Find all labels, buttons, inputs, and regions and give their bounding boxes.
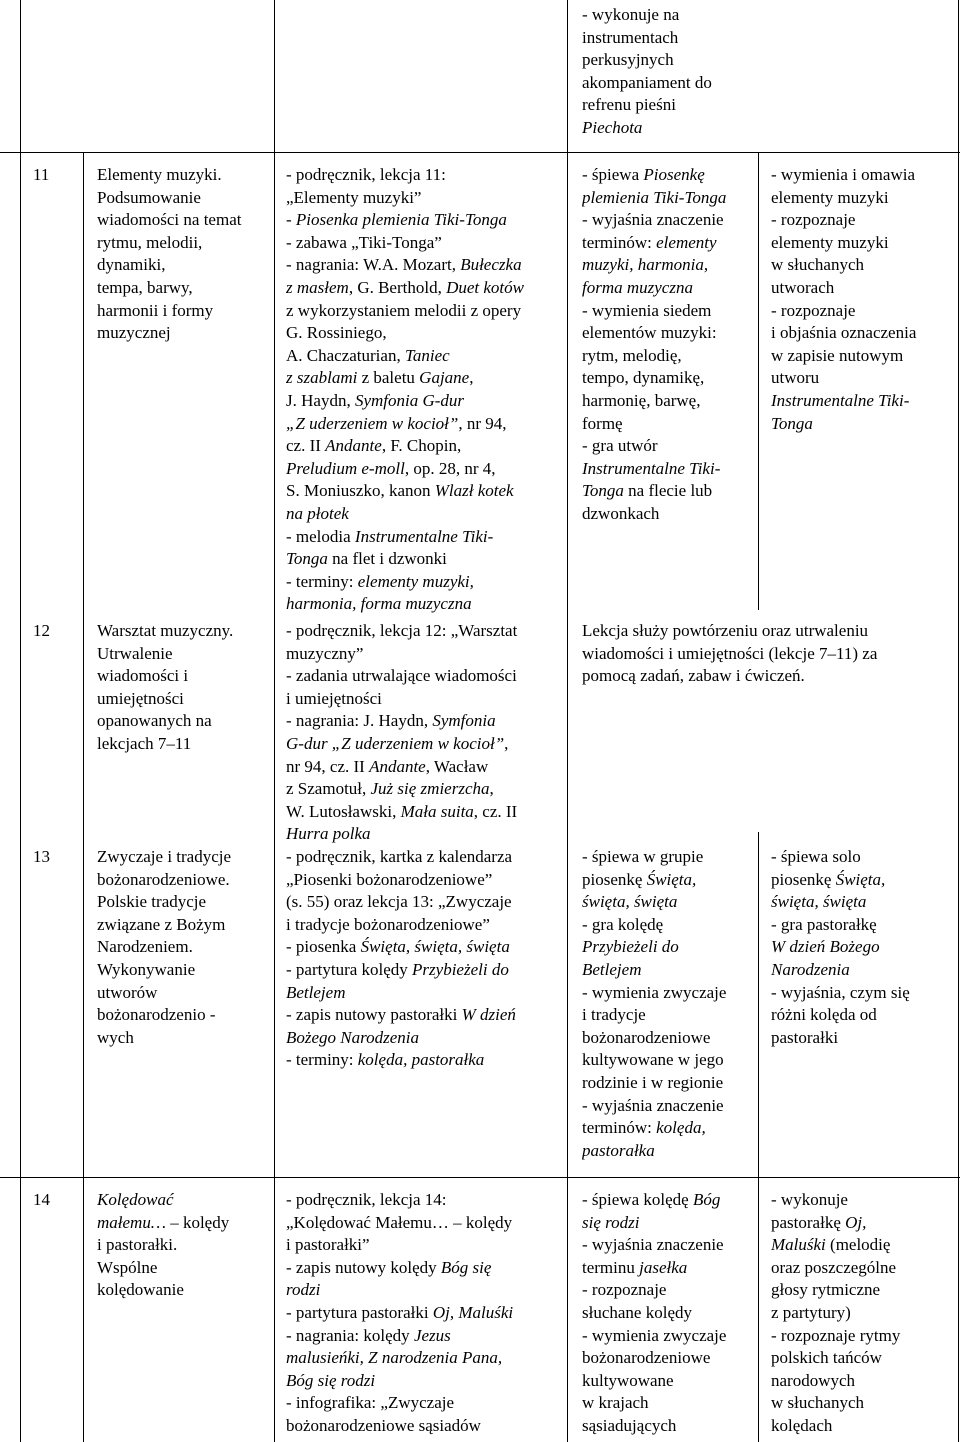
text-line: akompaniament do [582,72,712,92]
grid-line-left [20,0,21,1442]
text-line: elementy muzyki [771,232,889,252]
text-line: małemu… – kolędy [97,1212,230,1232]
text-line: utworów [97,982,158,1002]
text-line: wiadomości na temat [97,210,242,230]
text-line: lekcjach 7–11 [97,733,192,753]
text-line: „Kolędować Małemu… – kolędy [286,1212,513,1232]
text-line: G. Rossiniego, [286,323,387,343]
text-line: tempo, dynamikę, [582,368,705,388]
text-line: bożonarodzeniowe sąsiadów [286,1415,481,1435]
lesson-14-materials [286,1189,566,1438]
text-line: z szablami z baletu Gajane, [286,368,474,388]
text-line: pastorałki [771,1027,839,1047]
text-line: kultywowane w jego [582,1050,724,1070]
grid-line-col3 [274,0,275,1442]
text-line: - podręcznik, lekcja 12: „Warsztat [286,621,518,640]
text-line: rytmu, melodii, [97,232,203,252]
text-line: umiejętności [97,688,184,708]
text-line: wiadomości i umiejętności (lekcje 7–11) za [582,643,878,663]
text-line: cz. II Andante, F. Chopin, [286,436,462,456]
text-line: Preludium e-moll, op. 28, nr 4, [286,458,496,478]
grid-line-col5 [758,152,759,610]
lesson-14-basic-requirements [582,1189,757,1438]
text-line: - śpiewa solo [771,847,861,866]
text-line: - nagrania: J. Haydn, Symfonia [286,711,496,731]
text-line: - podręcznik, lekcja 14: [286,1190,447,1209]
text-line: - wykonuje [771,1190,848,1209]
text-line: terminów: elementy [582,232,717,252]
text-line: różni kolęda od [771,1005,877,1025]
text-line: opanowanych na [97,711,212,731]
text-line: - wyjaśnia znaczenie [582,1095,724,1115]
text-line: - podręcznik, lekcja 11: [286,165,446,184]
text-line: - terminy: elementy muzyki, [286,571,474,591]
text-line: bożonarodzeniowe [582,1348,711,1368]
text-line: terminu jasełka [582,1257,688,1277]
text-line: święta, święta [771,892,867,912]
text-line: „Elementy muzyki” [286,187,422,207]
text-line: - nagrania: W.A. Mozart, Bułeczka [286,255,522,275]
text-line: plemienia Tiki-Tonga [582,187,727,207]
text-line: W. Lutosławski, Mała suita, cz. II [286,801,518,821]
text-line: polskich tańców [771,1348,882,1368]
text-line: muzyki, harmonia, [582,255,709,275]
text-line: elementów muzyki: [582,323,717,343]
lesson-12-topic [97,620,273,756]
text-line: - zapis nutowy pastorałki W dzień [286,1005,516,1025]
text-line: - wyjaśnia znaczenie [582,210,724,230]
text-line: - nagrania: kolędy Jezus [286,1325,451,1345]
text-line: nr 94, cz. II Andante, Wacław [286,756,489,776]
lesson-14-number: 14 [33,1190,50,1209]
text-line: związane z Bożym [97,914,226,934]
text-line: Tonga na flet i dzwonki [286,549,447,569]
text-line: na płotek [286,503,349,523]
text-line: Przybieżeli do [582,937,679,957]
text-line: J. Haydn, Symfonia G-dur [286,390,465,410]
text-line: S. Moniuszko, kanon Wlazł kotek [286,481,514,501]
text-line: wych [97,1027,134,1047]
text-line: święta, święta [582,892,678,912]
text-line: perkusyjnych [582,50,674,70]
text-line: i pastorałki. [97,1235,178,1255]
lesson-13-topic [97,846,273,1049]
text-line: formę [582,413,623,433]
text-line: Tonga [771,413,813,433]
text-line: pastorałkę Oj, [771,1212,867,1232]
text-line: utworach [771,277,835,297]
row-separator-2 [0,1177,960,1178]
text-line: harmonia, forma muzyczna [286,594,472,614]
text-line: rodzi [286,1280,321,1300]
text-line: - zabawa „Tiki-Tonga” [286,232,442,252]
text-line: - rozpoznaje rytmy [771,1325,901,1345]
text-line: wiadomości i [97,666,189,686]
text-line: (s. 55) oraz lekcja 13: „Zwyczaje [286,892,512,912]
text-line: Instrumentalne Tiki- [582,458,721,478]
text-line: - partytura pastorałki Oj, Maluśki [286,1302,514,1322]
text-line: - podręcznik, kartka z kalendarza [286,847,513,866]
text-line: - rozpoznaje [582,1280,667,1300]
text-line: malusieńki, Z narodzenia Pana, [286,1348,503,1368]
text-line: narodowych [771,1370,856,1390]
text-line: - rozpoznaje [771,210,856,230]
text-line: oraz poszczególne [771,1257,897,1277]
text-line: bożonarodzenio - [97,1005,216,1025]
text-line: Elementy muzyki. [97,165,222,184]
lesson-11-topic [97,164,273,345]
text-line: - melodia Instrumentalne Tiki- [286,526,494,546]
text-line: - wykonuje na [582,5,680,24]
text-line: - partytura kolędy Przybieżeli do [286,959,509,979]
text-line: kultywowane [582,1370,674,1390]
text-line: - piosenka Święta, święta, święta [286,937,510,957]
text-line: - wyjaśnia znaczenie [582,1235,724,1255]
text-line: tempa, barwy, [97,277,193,297]
text-line: - zapis nutowy kolędy Bóg się [286,1257,492,1277]
grid-line-col5b [758,832,759,1442]
text-line: Podsumowanie [97,187,201,207]
lesson-13-number: 13 [33,847,50,866]
text-line: - terminy: kolęda, pastorałka [286,1050,485,1070]
prev-row-basic-cell [582,4,754,140]
text-line: G-dur „Z uderzeniem w kocioł”, [286,733,509,753]
text-line: kolędach [771,1415,833,1435]
text-line: - gra utwór [582,436,658,456]
text-line: Wykonywanie [97,959,196,979]
lesson-11-extended-requirements [771,164,957,435]
text-line: się rodzi [582,1212,640,1232]
text-line: pastorałka [582,1140,655,1160]
row-separator-1 [0,152,960,153]
text-line: - wymienia zwyczaje [582,982,727,1002]
text-line: Betlejem [582,959,642,979]
text-line: terminów: kolęda, [582,1118,706,1138]
text-line: - śpiewa Piosenkę [582,165,705,184]
text-line: Betlejem [286,982,346,1002]
text-line: głosy rytmiczne [771,1280,881,1300]
text-line: instrumentach [582,27,679,47]
text-line: i tradycje [582,1005,646,1025]
text-line: Bożego Narodzenia [286,1027,420,1047]
text-line: - rozpoznaje [771,300,856,320]
text-line: sąsiadujących [582,1415,677,1435]
text-line: Wspólne [97,1257,158,1277]
text-line: Maluśki (melodię [771,1235,891,1255]
text-line: muzyczny” [286,643,364,663]
text-line: - śpiewa kolędę Bóg [582,1190,721,1209]
lesson-11-number: 11 [33,165,50,184]
lesson-11-basic-requirements [582,164,757,526]
text-line: dzwonkach [582,503,660,523]
lesson-12-merged-requirements [582,620,957,688]
text-line: forma muzyczna [582,277,693,297]
text-line: bożonarodzeniowe [582,1027,711,1047]
lesson-12-number: 12 [33,621,50,640]
text-line: w zapisie nutowym [771,345,904,365]
text-line: z wykorzystaniem melodii z opery [286,300,522,320]
text-line: Utrwalenie [97,643,173,663]
grid-line-right [958,0,959,1442]
text-line: z Szamotuł, Już się zmierzcha, [286,779,494,799]
text-line: Lekcja służy powtórzeniu oraz utrwaleniu [582,621,869,640]
text-line: rytm, melodię, [582,345,682,365]
text-line: w krajach [582,1393,649,1413]
text-line: „Z uderzeniem w kocioł”, nr 94, [286,413,507,433]
lesson-14-topic [97,1189,273,1302]
text-line: A. Chaczaturian, Taniec [286,345,450,365]
text-line: i tradycje bożonarodzeniowe” [286,914,490,934]
text-line: harmonię, barwę, [582,390,701,410]
text-line: pomocą zadań, zabaw i ćwiczeń. [582,666,805,686]
lesson-13-basic-requirements [582,846,757,1162]
text-line: słuchane kolędy [582,1302,692,1322]
text-line: Narodzenia [771,959,850,979]
lesson-14-extended-requirements [771,1189,957,1438]
text-line: rodzinie i w regionie [582,1072,724,1092]
text-line: - wymienia zwyczaje [582,1325,727,1345]
text-line: i objaśnia oznaczenia [771,323,917,343]
text-line: i umiejętności [286,688,382,708]
text-line: elementy muzyki [771,187,889,207]
grid-line-col4 [567,0,568,1442]
text-line: - wymienia i omawia [771,165,915,184]
grid-line-col2 [83,152,84,1442]
text-line: - infografika: „Zwyczaje [286,1393,455,1413]
text-line: Tonga na flecie lub [582,481,713,501]
text-line: - gra pastorałkę [771,914,877,934]
text-line: Hurra polka [286,824,371,844]
text-line: i pastorałki” [286,1235,370,1255]
text-line: muzycznej [97,323,171,343]
text-line: w słuchanych [771,255,865,275]
text-line: Zwyczaje i tradycje [97,847,232,866]
text-line: piosenkę Święta, [771,869,886,889]
text-line: z masłem, G. Berthold, Duet kotów [286,277,524,297]
text-line: dynamiki, [97,255,166,275]
text-line: - gra kolędę [582,914,664,934]
text-line: Piechota [582,117,643,137]
text-line: „Piosenki bożonarodzeniowe” [286,869,493,889]
text-line: Bóg się rodzi [286,1370,376,1390]
text-line: bożonarodzeniowe. [97,869,230,889]
lesson-13-materials [286,846,566,1072]
text-line: Polskie tradycje [97,892,207,912]
text-line: W dzień Bożego [771,937,880,957]
text-line: - wymienia siedem [582,300,712,320]
text-line: harmonii i formy [97,300,214,320]
lesson-12-materials [286,620,566,846]
text-line: - wyjaśnia, czym się [771,982,910,1002]
text-line: Narodzeniem. [97,937,193,957]
text-line: Instrumentalne Tiki- [771,390,910,410]
lesson-11-materials [286,164,566,616]
text-line: refrenu pieśni [582,95,676,115]
text-line: z partytury) [771,1302,851,1322]
text-line: - Piosenka plemienia Tiki-Tonga [286,210,507,230]
text-line: - zadania utrwalające wiadomości [286,666,517,686]
text-line: kolędowanie [97,1280,184,1300]
text-line: Kolędować [97,1190,174,1209]
text-line: w słuchanych [771,1393,865,1413]
text-line: piosenkę Święta, [582,869,697,889]
lesson-13-extended-requirements [771,846,957,1049]
text-line: utworu [771,368,820,388]
text-line: Warsztat muzyczny. [97,621,234,640]
text-line: - śpiewa w grupie [582,847,704,866]
